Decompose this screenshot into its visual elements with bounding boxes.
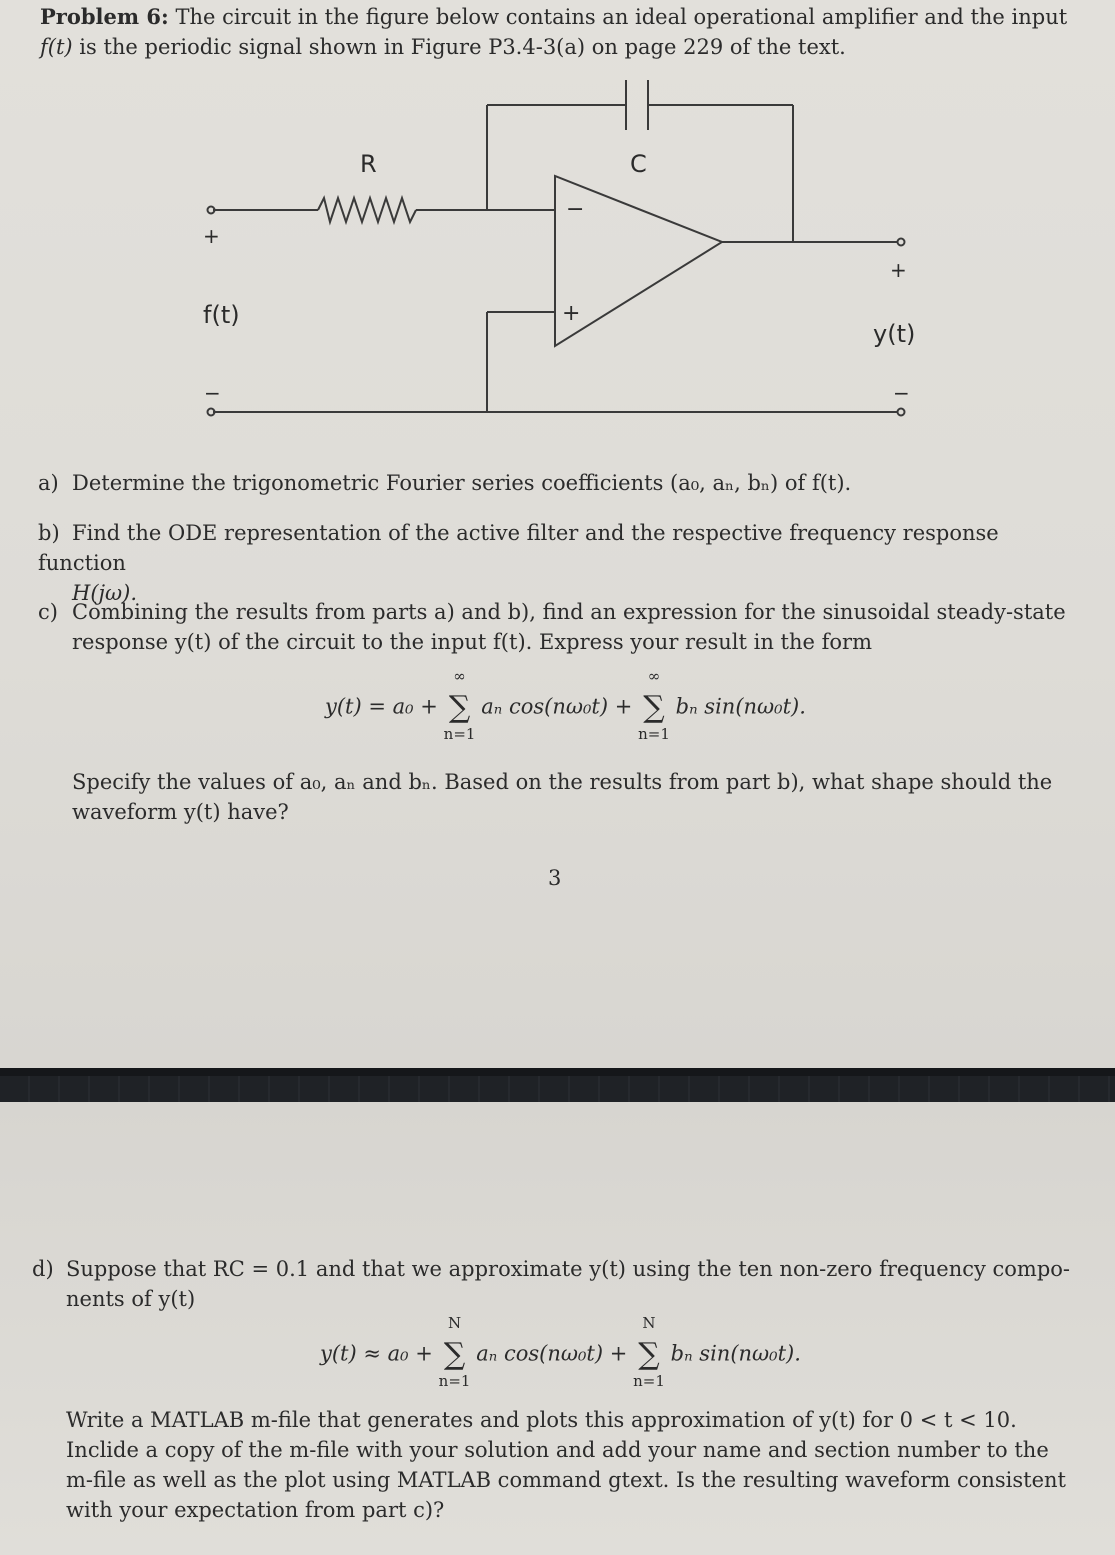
part-c-line-1: Combining the results from parts a) and b), find an expression for the sinusoidal steady-state <box>72 600 1066 624</box>
opamp-minus-sign: − <box>566 197 585 222</box>
part-d-equation <box>320 1314 801 1390</box>
part-c-after-2: waveform y(t) have? <box>72 800 289 824</box>
part-a-label: a) <box>38 471 59 495</box>
part-b-line-1: Find the ODE representation of the active filter and the respective frequency response function <box>38 521 999 575</box>
sigma-symbol: ∑ <box>638 1337 660 1372</box>
opamp-plus-sign: + <box>562 301 581 326</box>
output-terminal-top <box>898 239 905 246</box>
part-d-eq-lhs: y(t) ≈ a₀ + <box>320 1341 433 1366</box>
part-a-text: Determine the trigonometric Fourier series coefficients (a₀, aₙ, bₙ) of f(t). <box>72 471 852 495</box>
part-d-after-3: m-file as well as the plot using MATLAB command gtext. Is the resulting waveform consistent <box>66 1468 1066 1492</box>
part-c-equation <box>325 667 806 743</box>
sum-lower-limit: n=1 <box>638 725 670 743</box>
input-minus-sign: − <box>204 381 221 405</box>
part-d-sum-1 <box>438 1314 471 1390</box>
part-d-label: d) <box>32 1257 54 1281</box>
part-d-line-1: Suppose that RC = 0.1 and that we approximate y(t) using the ten non-zero frequency compo- <box>66 1257 1071 1281</box>
part-b <box>38 518 1083 608</box>
part-c-eq-term-1: aₙ cos(nω₀t) + <box>481 694 633 719</box>
sum-upper-limit: N <box>642 1314 656 1332</box>
part-d-eq-term-1: aₙ cos(nω₀t) + <box>476 1341 628 1366</box>
part-d-after-1: Write a MATLAB m-file that generates and plots this approximation of y(t) for 0 < t < 10. <box>66 1408 1017 1432</box>
part-d-line-2: nents of y(t) <box>66 1287 196 1311</box>
part-c <box>38 597 1083 657</box>
part-c-eq-term-2: bₙ sin(nω₀t). <box>675 694 806 719</box>
page-divider <box>0 1068 1115 1102</box>
part-d-followup <box>66 1405 1086 1525</box>
resistor-label: R <box>360 150 377 178</box>
part-c-sum-1 <box>443 667 476 743</box>
part-c-line-2: response y(t) of the circuit to the input f(t). Express your result in the form <box>72 630 872 654</box>
part-d-eq-term-2: bₙ sin(nω₀t). <box>670 1341 801 1366</box>
part-b-line-2: H(jω). <box>72 581 138 605</box>
part-d-sum-2 <box>633 1314 665 1390</box>
sigma-symbol: ∑ <box>443 1337 466 1372</box>
part-c-eq-lhs: y(t) = a₀ + <box>325 694 438 719</box>
part-d <box>32 1254 1077 1314</box>
resistor <box>318 198 416 222</box>
sigma-symbol: ∑ <box>448 690 471 725</box>
part-c-after-1: Specify the values of a₀, aₙ and bₙ. Based on the results from part b), what shape should the <box>72 770 1053 794</box>
sum-upper-limit: ∞ <box>647 667 661 685</box>
intro-line-1: The circuit in the figure below contains an ideal operational amplifier and the input <box>175 5 1068 29</box>
output-minus-sign: − <box>893 381 910 405</box>
output-terminal-bottom <box>898 409 905 416</box>
sum-lower-limit: n=1 <box>438 1372 471 1390</box>
part-d-after-2: Inclide a copy of the m-file with your solution and add your name and section number to the <box>66 1438 1049 1462</box>
sum-lower-limit: n=1 <box>633 1372 665 1390</box>
input-label: f(t) <box>203 301 240 329</box>
sigma-symbol: ∑ <box>643 690 665 725</box>
part-c-followup <box>38 767 1083 827</box>
sum-upper-limit: ∞ <box>453 667 466 685</box>
part-c-label: c) <box>38 600 58 624</box>
page-number: 3 <box>548 866 562 890</box>
sum-lower-limit: n=1 <box>443 725 476 743</box>
part-b-label: b) <box>38 521 60 545</box>
sum-upper-limit: N <box>447 1314 462 1332</box>
capacitor-label: C <box>630 150 647 178</box>
intro-ft: f(t) <box>40 35 73 59</box>
intro-line-2: is the periodic signal shown in Figure P3.4-3(a) on page 229 of the text. <box>72 35 846 59</box>
problem-heading: Problem 6: <box>40 4 169 29</box>
part-d-after-4: with your expectation from part c)? <box>66 1498 445 1522</box>
output-plus-sign: + <box>890 258 907 282</box>
output-label: y(t) <box>873 320 916 348</box>
input-plus-sign: + <box>203 224 220 248</box>
part-a <box>38 468 1083 498</box>
opamp-circuit-diagram <box>0 0 1115 440</box>
part-c-sum-2 <box>638 667 670 743</box>
